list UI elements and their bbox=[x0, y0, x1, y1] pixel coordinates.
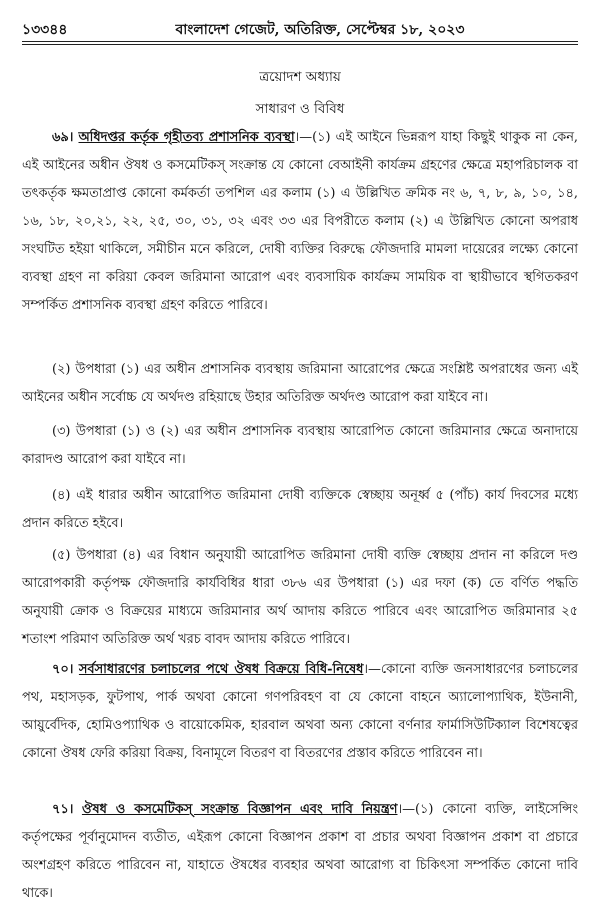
subsection-text: (৩) উপধারা (১) ও (২) এর অধীন প্রশাসনিক ব্যবস্থায় আরোপিত কোনো জরিমানার ক্ষেত্রে অনাদায়ে কারাদণ্ড আরোপ করা যাইবে না। bbox=[22, 424, 578, 467]
chapter-subtitle: সাধারণ ও বিবিধ bbox=[255, 101, 345, 117]
section-70 bbox=[22, 656, 578, 768]
subsection-69-3 bbox=[22, 418, 578, 474]
section-title: অধিদপ্তর কর্তৃক গৃহীতব্য প্রশাসনিক ব্যবস্থা bbox=[78, 130, 295, 145]
section-title: সর্বসাধারণের চলাচলের পথে ঔষধ বিক্রয়ে বিধি-নিষেধ bbox=[78, 662, 364, 677]
section-69 bbox=[22, 124, 578, 320]
section-71 bbox=[22, 796, 578, 908]
section-number: ৭০। bbox=[52, 662, 74, 677]
section-number: ৬৯। bbox=[52, 130, 74, 145]
section-number: ৭১। bbox=[52, 802, 74, 817]
gazette-title: বাংলাদেশ গেজেট, অতিরিক্ত, সেপ্টেম্বর ১৮, ২০২৩ bbox=[175, 22, 465, 38]
section-body: ।—(১) কোনো ব্যক্তি, লাইসেন্সিং কর্তৃপক্ষের পূর্বানুমোদন ব্যতীত, এইরূপ কোনো বিজ্ঞাপন প্রকাশ বা প্রচার অথবা বিজ্ঞাপন প্রকাশ বা প্রচারে অংশগ্রহণ করিতে পারিবেন না, যাহাতে ঔষধের ব্যবহার অথবা আরোগ্য বা চিকিৎসা সম্পর্কিত কোনো দাবি থাকে। bbox=[22, 802, 578, 901]
subsection-text: (২) উপধারা (১) এর অধীন প্রশাসনিক ব্যবস্থায় জরিমানা আরোপের ক্ষেত্রে সংশ্লিষ্ট অপরাধের জন্য এই আইনের অধীন সর্বোচ্চ যে অর্থদণ্ড রহিয়াছে উহার অতিরিক্ত অর্থদণ্ড আরোপ করা যাইবে না। bbox=[22, 362, 578, 405]
header-rule-bottom bbox=[22, 44, 578, 45]
section-body: ।—কোনো ব্যক্তি জনসাধারণের চলাচলের পথ, মহাসড়ক, ফুটপাথ, পার্ক অথবা কোনো গণপরিবহণ বা যে কোনো বাহনে অ্যালোপ্যাথিক, ইউনানী, আয়ুর্বেদিক, হোমিওপ্যাথিক ও বায়োকেমিক, হারবাল অথবা অন্য কোনো বর্ণনার ফার্মাসিউটিক্যাল বিশেষত্বের কোনো ঔষধ ফেরি করিয়া বিক্রয়, বিনামূলে বিতরণ বা বিতরণের প্রস্তাব করিতে পারিবেন না। bbox=[22, 662, 578, 761]
page-number: ১৩৩৪৪ bbox=[22, 22, 68, 38]
subsection-69-5 bbox=[22, 542, 578, 654]
section-body: ।—(১) এই আইনে ভিন্নরূপ যাহা কিছুই থাকুক না কেন, এই আইনের অধীন ঔষধ ও কসমেটিকস্‌ সংক্রান্ত যে কোনো বেআইনী কার্যক্রম গ্রহণের ক্ষেত্রে মহাপরিচালক বা তৎকর্তৃক ক্ষমতাপ্রাপ্ত কোনো কর্মকর্তা তপশিল এর কলাম (১) এ উল্লিখিত ক্রমিক নং ৬, ৭, ৮, ৯, ১০, ১৪, ১৬, ১৮, ২০,২১, ২২, ২৫, ৩০, ৩১, ৩২ এবং ৩৩ এর বিপরীতে কলাম (২) এ উল্লিখিত কোনো অপরাধ সংঘটিত হইয়া থাকিলে, সমীচীন মনে করিলে, দোষী ব্যক্তির বিরুদ্ধে ফৌজদারি মামলা দায়েরের লক্ষ্যে কোনো ব্যবস্থা গ্রহণ না করিয়া কেবল জরিমানা আরোপ এবং ব্যবসায়িক কার্যক্রম সাময়িক বা স্থায়ীভাবে স্থগিতকরণ সম্পর্কিত প্রশাসনিক ব্যবস্থা গ্রহণ করিতে পারিবে। bbox=[22, 130, 578, 313]
subsection-69-2 bbox=[22, 356, 578, 412]
section-title: ঔষধ ও কসমেটিকস্‌ সংক্রান্ত বিজ্ঞাপন এবং দাবি নিয়ন্ত্রণ bbox=[81, 802, 398, 817]
subsection-69-4 bbox=[22, 482, 578, 538]
header-rule-top bbox=[22, 41, 578, 42]
page-header bbox=[22, 14, 578, 40]
subsection-text: (৪) এই ধারার অধীন আরোপিত জরিমানা দোষী ব্যক্তিকে স্বেচ্ছায় অনূর্ধ্ব ৫ (পাঁচ) কার্য দিবসের মধ্যে প্রদান করিতে হইবে। bbox=[22, 488, 578, 531]
subsection-text: (৫) উপধারা (৪) এর বিধান অনুযায়ী আরোপিত জরিমানা দোষী ব্যক্তি স্বেচ্ছায় প্রদান না করিলে দণ্ড আরোপকারী কর্তৃপক্ষ ফৌজদারি কার্যবিধির ধারা ৩৮৬ এর উপধারা (১) এর দফা (ক) তে বর্ণিত পদ্ধতি অনুযায়ী ক্রোক ও বিক্রয়ের মাধ্যমে জরিমানার অর্থ আদায় করিতে পারিবে এবং আরোপিত জরিমানার ২৫ শতাংশ পরিমাণ অতিরিক্ত অর্থ খরচ বাবদ আদায় করিতে পারিবে। bbox=[22, 548, 578, 647]
chapter-title: ত্রয়োদশ অধ্যায় bbox=[259, 69, 341, 85]
